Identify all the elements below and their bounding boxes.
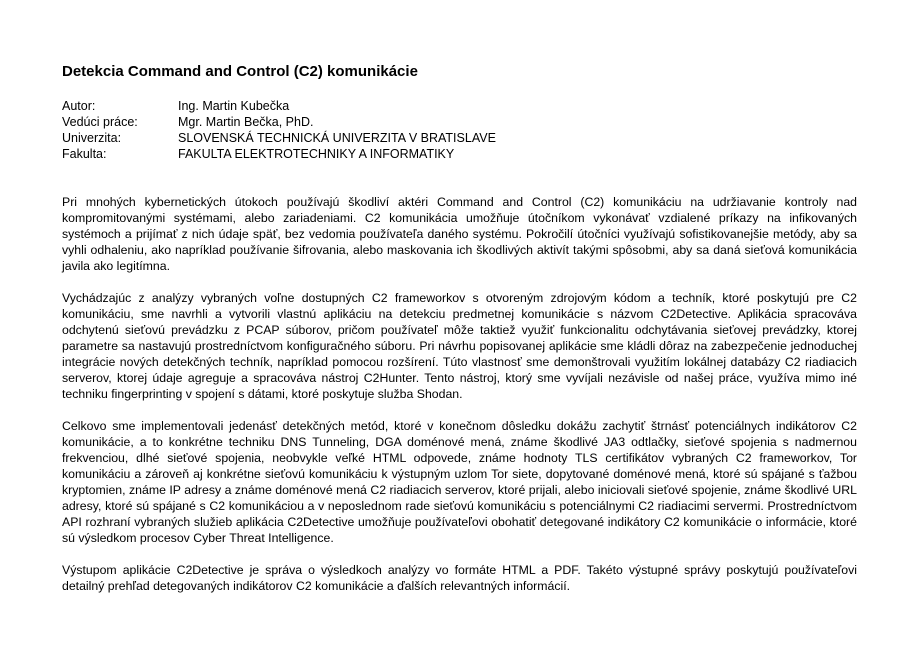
abstract-body: [62, 194, 857, 594]
abstract-paragraph: Vychádzajúc z analýzy vybraných voľne dostupných C2 frameworkov s otvoreným zdrojovým kódom a techník, ktoré poskytujú pre C2 komunikáciu, sme navrhli a vytvorili vlastnú aplikáciu na detekciu predmetnej komunikácie s názvom C2Detective. Aplikácia spracováva odchytenú sieťovú prevádzku z PCAP súborov, pričom používateľ môže taktiež využiť funkcionalitu odchytávania sieťovej prevádzky, ktorej parametre sa nastavujú prostredníctvom konfiguračného súboru. Pri návrhu popisovanej aplikácie sme kládli dôraz na zabezpečenie jednoduchej integrácie nových detekčných techník, napríklad pomocou rozšírení. Túto vlastnosť sme demonštrovali využitím lokálnej databázy C2 riadiacich serverov, ktorej údaje agreguje a spracováva nástroj C2Hunter. Tento nástroj, ktorý sme vyvíjali nezávisle od našej práce, využíva mimo iné techniku fingerprinting v spojení s dátami, ktoré poskytuje služba Shodan.: [62, 291, 857, 401]
meta-value: FAKULTA ELEKTROTECHNIKY A INFORMATIKY: [178, 147, 455, 161]
abstract-paragraph: Celkovo sme implementovali jedenásť detekčných metód, ktoré v konečnom dôsledku dokážu zachytiť štrnásť potenciálnych indikátorov C2 komunikácie, a to konkrétne techniku DNS Tunneling, DGA doménové mená, známe škodlivé JA3 odtlačky, sieťové spojenia s nadmernou frekvenciou, dlhé sieťové spojenia, neobvykle veľké HTML odpovede, známe hodnoty TLS certifikátov vybraných C2 frameworkov, Tor komunikáciu a zároveň aj konkrétne sieťovú komunikáciu k výstupným uzlom Tor siete, dopytované doménové mená, ktoré sú spájané s ťažbou kryptomien, známe IP adresy a známe doménové mená C2 riadiacich serverov, ktoré prijali, alebo iniciovali sieťové spojenie, známe škodlivé URL adresy, ktoré sú spájané s C2 komunikáciou a v neposlednom rade sieťovú komunikáciu s potenciálnymi C2 riadiacimi servermi. Prostredníctvom API rozhraní vybraných služieb aplikácia C2Detective umožňuje používateľovi obohatiť detegované indikátory C2 komunikácie o informácie, ktoré sú výsledkom procesov Cyber Threat Intelligence.: [62, 419, 857, 545]
meta-label: Vedúci práce:: [62, 115, 138, 129]
meta-value: Ing. Martin Kubečka: [178, 99, 290, 113]
meta-label: Autor:: [62, 99, 96, 113]
meta-row-faculty: [62, 146, 857, 162]
abstract-paragraph: Pri mnohých kybernetických útokoch používajú škodliví aktéri Command and Control (C2) komunikáciu na udržiavanie kontroly nad kompromitovanými systémami, alebo zariadeniami. C2 komunikácia umožňuje útočníkom vykonávať vzdialené príkazy na infikovaných systémoch a prijímať z nich údaje späť, bez vedomia používateľa daného systému. Pokročilí útočníci využívajú sofistikovanejšie metódy, aby sa vyhli odhaleniu, ako napríklad používanie šifrovania, alebo maskovania ich škodlivých aktivít takými spôsobmi, aby sa daná sieťová komunikácia javila ako legitímna.: [62, 195, 857, 273]
abstract-paragraph: Výstupom aplikácie C2Detective je správa o výsledkoch analýzy vo formáte HTML a PDF. Takéto výstupné správy poskytujú používateľovi detailný prehľad detegovaných indikátorov C2 komunikácie a ďalších relevantných informácií.: [62, 563, 857, 593]
meta-row-university: [62, 130, 857, 146]
document-page: [62, 62, 857, 610]
meta-row-author: [62, 98, 857, 114]
meta-label: Univerzita:: [62, 131, 122, 145]
meta-value: Mgr. Martin Bečka, PhD.: [178, 115, 314, 129]
document-title: Detekcia Command and Control (C2) komunikácie: [62, 63, 418, 80]
meta-label: Fakulta:: [62, 147, 107, 161]
meta-value: SLOVENSKÁ TECHNICKÁ UNIVERZITA V BRATISLAVE: [178, 131, 496, 145]
meta-row-supervisor: [62, 114, 857, 130]
metadata-block: [62, 98, 857, 162]
